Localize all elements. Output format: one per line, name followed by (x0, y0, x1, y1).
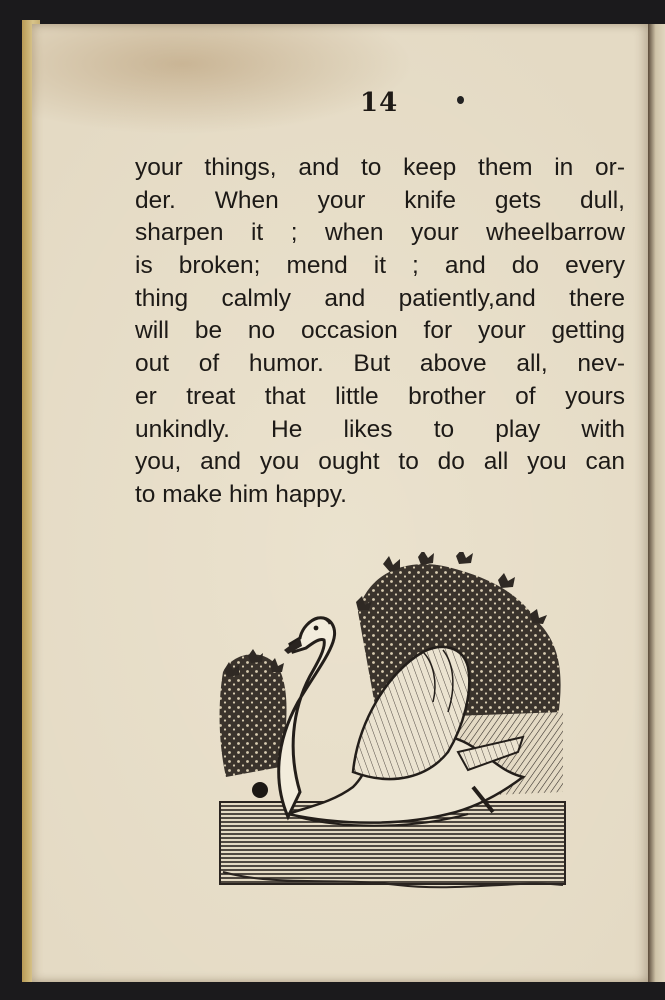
body-text (135, 152, 625, 512)
text-line: will be no occasion for your getting (135, 317, 625, 345)
text-line: your things, and to keep them in or- (135, 154, 625, 181)
text-line: er treat that little brother of yours (135, 382, 625, 410)
page-number: 14 (360, 88, 399, 118)
book-gutter (648, 24, 665, 982)
text-line: sharpen it ; when your wheelbarrow (135, 219, 625, 247)
text-line: is broken; mend it ; and do every (135, 252, 625, 280)
printer-mark (457, 96, 464, 104)
text-line: you, and you ought to do all you can (135, 448, 625, 476)
swan-woodcut-illustration (218, 552, 568, 892)
text-line: out of humor. But above all, nev- (135, 350, 625, 378)
text-line: to make him happy. (135, 480, 347, 508)
text-line: unkindly. He likes to play with (135, 415, 625, 443)
text-line: thing calmly and patiently,and there (135, 284, 625, 312)
text-line: der. When your knife gets dull, (135, 186, 625, 214)
